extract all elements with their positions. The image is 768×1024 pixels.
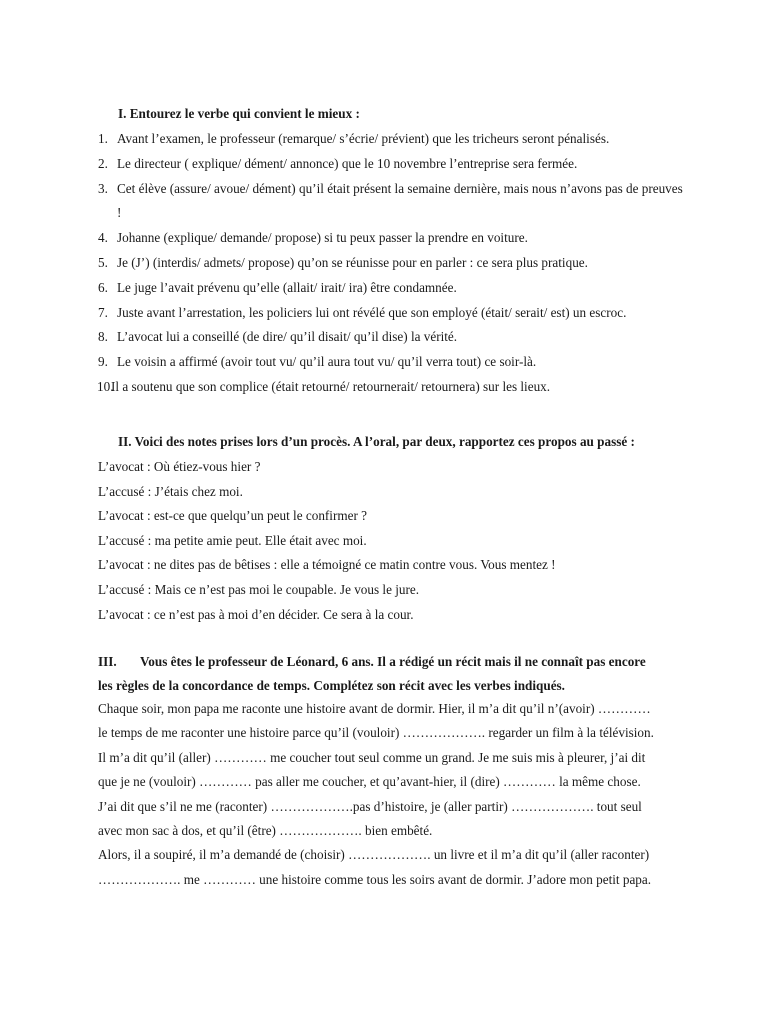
dialogue-line: L’avocat : ne dites pas de bêtises : elle a témoigné ce matin contre vous. Vous mentez ! (98, 557, 556, 573)
list-item (0, 177, 768, 227)
dialogue-line: L’avocat : est-ce que quelqu’un peut le confirmer ? (98, 508, 368, 524)
item-text: Le juge l’avait prévenu qu’elle (allait/ irait/ ira) être condamnée. (117, 279, 457, 295)
list-item (0, 325, 768, 350)
section-1-title: I. Entourez le verbe qui convient le mieux : (118, 106, 360, 121)
item-number: 2. (98, 155, 108, 171)
list-item (0, 226, 768, 251)
item-number: 10. (97, 378, 114, 394)
section-1 (0, 102, 768, 400)
item-text: Cet élève (assure/ avoue/ dément) qu’il était présent la semaine dernière, mais nous n’avons pas de preuves ! (117, 180, 683, 221)
section-3-title (0, 650, 768, 697)
item-text: Je (J’) (interdis/ admets/ propose) qu’on se réunisse pour en parler : ce sera plus pratique. (117, 254, 588, 270)
section-3 (0, 650, 768, 892)
item-number: 7. (98, 304, 108, 320)
item-number: 1. (98, 131, 108, 146)
item-text: Le voisin a affirmé (avoir tout vu/ qu’il aura tout vu/ qu’il verra tout) ce soir-là. (117, 354, 537, 370)
section-3-title-line-2: les règles de la concordance de temps. Complétez son récit avec les verbes indiqués. (98, 677, 565, 693)
item-number: 5. (98, 254, 108, 270)
list-item (0, 251, 768, 276)
list-item (0, 350, 768, 375)
dialogue-line: L’accusé : ma petite amie peut. Elle était avec moi. (98, 532, 367, 548)
story-line: J’ai dit que s’il ne me (raconter) ……………….pas d’histoire, je (aller partir) ………………. tout seul (98, 798, 642, 814)
item-text: Le directeur ( explique/ dément/ annonce) que le 10 novembre l’entreprise sera fermée. (117, 155, 578, 171)
story-line: que je ne (vouloir) ………… pas aller me coucher, et qu’avant-hier, il (dire) ………… la même chose. (98, 774, 641, 790)
item-number: 8. (98, 329, 108, 345)
dialogue-line: L’avocat : Où étiez-vous hier ? (98, 459, 261, 474)
section-3-number: III. (98, 654, 117, 669)
item-text: L’avocat lui a conseillé (de dire/ qu’il disait/ qu’il dise) la vérité. (117, 329, 458, 345)
item-number: 9. (98, 354, 108, 370)
dialogue-line: L’accusé : J’étais chez moi. (98, 483, 243, 499)
story-line: ………………. me ………… une histoire comme tous les soirs avant de dormir. J’adore mon petit papa. (98, 871, 652, 887)
item-number: 6. (98, 279, 108, 295)
item-number: 4. (98, 230, 108, 246)
section-2 (0, 430, 768, 627)
item-text: Juste avant l’arrestation, les policiers lui ont révélé que son employé (était/ serait/ est) un escroc. (117, 304, 627, 320)
story-line: avec mon sac à dos, et qu’il (être) ………………. bien embêté. (98, 823, 433, 839)
section-2-title: II. Voici des notes prises lors d’un procès. A l’oral, par deux, rapportez ces propos au passé : (118, 434, 635, 449)
list-item (0, 301, 768, 326)
item-text: Johanne (explique/ demande/ propose) si tu peux passer la prendre en voiture. (117, 230, 528, 246)
story-line: Alors, il a soupiré, il m’a demandé de (choisir) ………………. un livre et il m’a dit qu’il (aller raconter) (98, 847, 650, 863)
story-line: Il m’a dit qu’il (aller) ………… me coucher tout seul comme un grand. Je me suis mis à pleurer, j’ai dit (98, 749, 646, 765)
dialogue-line: L’accusé : Mais ce n’est pas moi le coupable. Je vous le jure. (98, 581, 420, 597)
item-text: Il a soutenu que son complice (était retourné/ retournerait/ retournera) sur les lieux. (111, 378, 551, 394)
story-line: le temps de me raconter une histoire parce qu’il (vouloir) ………………. regarder un film à la télévision. (98, 725, 654, 741)
item-number: 3. (98, 180, 108, 196)
list-item (0, 152, 768, 177)
story-line: Chaque soir, mon papa me raconte une histoire avant de dormir. Hier, il m’a dit qu’il n’(avoir) ………… (98, 701, 651, 716)
exercise-1-list (0, 127, 768, 400)
story-paragraph (0, 697, 768, 892)
list-item (0, 127, 768, 152)
list-item (0, 276, 768, 301)
dialogue-line: L’avocat : ce n’est pas à moi d’en décider. Ce sera à la cour. (98, 606, 414, 622)
section-3-title-line-1: Vous êtes le professeur de Léonard, 6 ans. Il a rédigé un récit mais il ne connaît pas encore (140, 654, 646, 669)
list-item (0, 375, 768, 400)
dialogue (0, 455, 768, 627)
item-text: Avant l’examen, le professeur (remarque/ s’écrie/ prévient) que les tricheurs seront pénalisés. (117, 131, 610, 146)
